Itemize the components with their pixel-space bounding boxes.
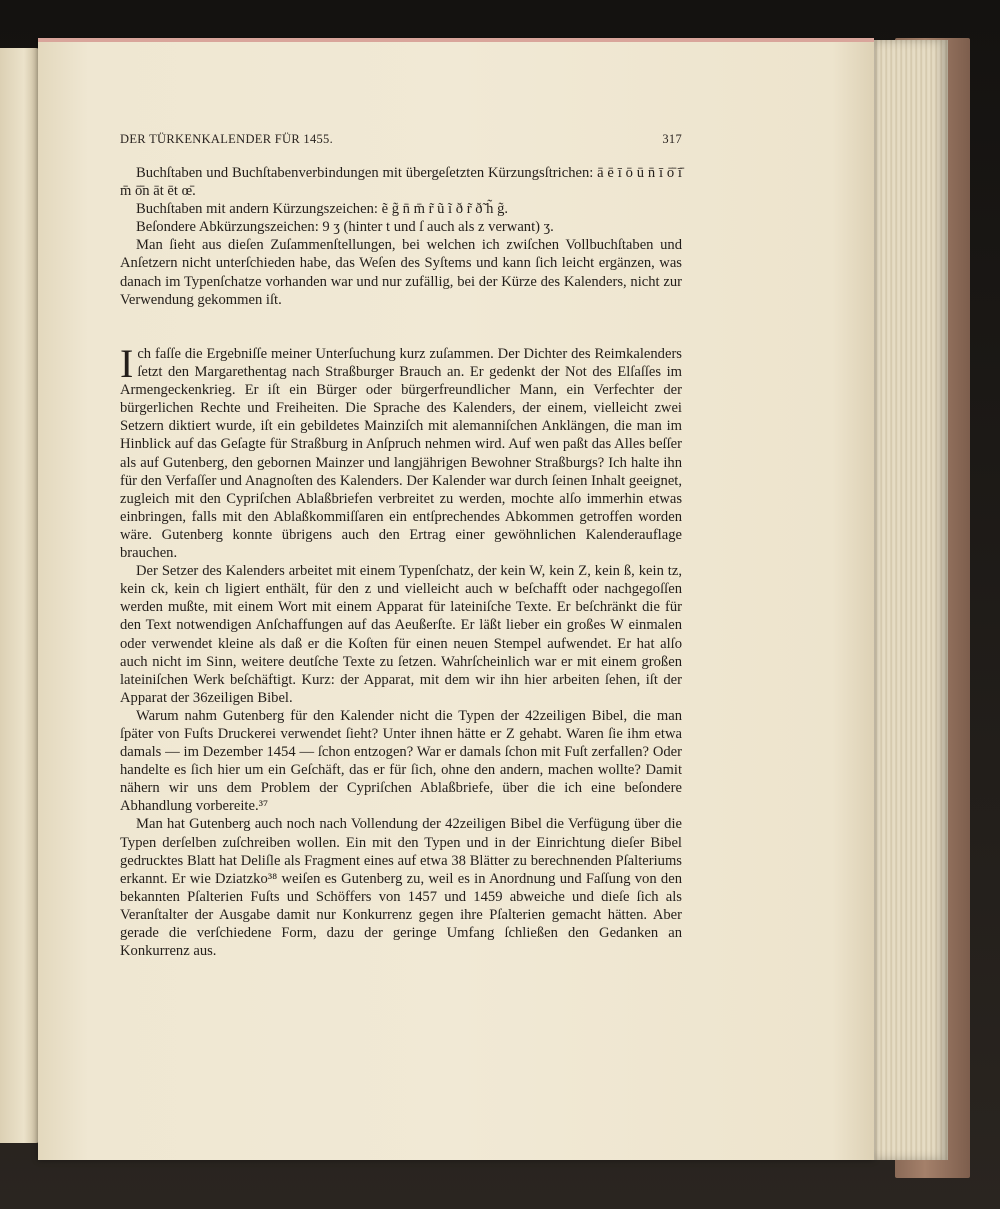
paragraph: Beſondere Abkürzungszeichen: 9 ʒ (hinter t und ſ auch als z verwant) ʒ. xyxy=(136,219,554,236)
page-stack-edges xyxy=(868,40,948,1160)
running-title: DER TÜRKENKALENDER FÜR 1455. xyxy=(120,132,334,146)
running-head xyxy=(120,132,682,150)
page-top-edge xyxy=(38,38,874,42)
paragraph: Buchſtaben mit andern Kürzungszeichen: ẽ g̃ n̄ m̄ r̃ ũ ĩ ð r̃ ð̃ h̃ g̃. xyxy=(136,201,509,218)
paragraph: Der Setzer des Kalenders arbeitet mit einem Typenſchatz, der kein W, kein Z, kein ß, kein tz, kein ck, kein ch ligiert enthält, für den z und vielleicht auch w beſchafft oder nachgegoſſen werden mußte, mit einem Wort mit einem Apparat für lateiniſche Texte. Er beſchränkt die für den Text notwendigen Anſchaffungen auf das Aeußerſte. Er läßt lieber ein großes W einmalen oder verwendet kleine als daß er die Koſten für einen neuen Stempel aufwendet. Er hat alſo auch nicht im Sinn, weitere deutſche Texte zu ſetzen. Wahrſcheinlich war er mit einem großen lateiniſchen Werk beſchäftigt. Kurz: der Apparat, mit dem wir ihn hier arbeiten ſehen, iſt der Apparat der 36zeiligen Bibel. xyxy=(120,563,682,706)
abbreviation-list xyxy=(120,164,682,309)
paragraph: Buchſtaben und Buchſtabenverbindungen mit übergeſetzten Kürzungsſtrichen: ā ē ī ō ū n̄ ī ō̄ ī̄ m̄ ō̄n āt ēt œ̄. xyxy=(120,165,682,200)
conclusion-section xyxy=(120,341,682,960)
page-number: 317 xyxy=(662,132,682,146)
left-page-edge xyxy=(0,48,40,1143)
paragraph: Man ſieht aus dieſen Zuſammenſtellungen, bei welchen ich zwiſchen Vollbuchſtaben und Anſetzern nicht unterſchieden habe, das Weſen des Syſtems und kann ſich leicht ergänzen, was danach im Typenſchatze vorhanden war und nur zufällig, bei der Kürze des Kalenders, nicht zur Verwendung gekommen iſt. xyxy=(120,237,682,308)
paragraph-text: ch faſſe die Ergebniſſe meiner Unterſuchung kurz zuſammen. Der Dichter des Reimkalenders ſetzt den Margarethentag nach Straßburger Brauch an. Er gedenkt der Not des Elſaſſes im Armengeckenkrieg. Er iſt ein Bürger oder bürgerfreundlicher Mann, ein Verfechter der bürgerlichen Rechte und Freiheiten. Die Sprache des Kalenders, der einem, vielleicht zwei Setzern diktiert wurde, iſt ein gebildetes Mainziſch mit alemanniſchen Anklängen, die man im Hinblick auf das Geſagte für Straßburg in Anſpruch nehmen wird. Auf wen paßt das Alles beſſer als auf Gutenberg, den gebornen Mainzer und langjährigen Bewohner Straßburgs? Ich halte ihn für den Verfaſſer und Anagnoſten des Kalenders. Der Kalender war durch ſeinen Inhalt geeignet, zugleich mit den Cypriſchen Ablaßbriefen verbreitet zu werden, mochte alſo immerhin etwas einbringen, falls mit den Ablaßkommiſſaren ein entſprechendes Abkommen getroffen worden wäre. Gutenberg konnte übrigens auch den Ertrag einer gewöhnlichen Kalenderauflage brauchen. xyxy=(120,346,682,562)
paragraph: Warum nahm Gutenberg für den Kalender nicht die Typen der 42zeiligen Bibel, die man ſpäter von Fuſts Druckerei verwendet ſieht? Unter ihnen hätte er Z gehabt. Waren ſie ihm etwa damals — im Dezember 1454 — ſchon entzogen? War er damals ſchon mit Fuſt zerfallen? Oder handelte es ſich hier um ein Geſchäft, das er für ſich, ohne den andern, machen wollte? Damit nähern wir uns dem Problem der Cypriſchen Ablaßbriefe, über die ich eine beſondere Abhandlung vorbereite.³⁷ xyxy=(120,707,682,815)
paragraph: Man hat Gutenberg auch noch nach Vollendung der 42zeiligen Bibel die Verfügung über die Typen derſelben zuſchreiben wollen. Ein mit den Typen und in der Einrichtung dieſer Bibel gedrucktes Blatt hat Deliſle als Fragment eines auf etwa 38 Blätter zu berechnenden Pſalteriums erkannt. Er wie Dziatzko³⁸ weiſen es Gutenberg zu, weil es in Anordnung und Faſſung von den bekannten Pſalterien Fuſts und Schöffers von 1457 und 1459 abweiche und dieſe ſich als Veranſtalter der Ausgabe damit nur Konkurrenz gegen ihre Pſalterien gemacht hätten. Aber gerade die verſchiedene Form, dazu der geringe Umfang ſchließen den Gedanken an Konkurrenz aus. xyxy=(120,816,682,960)
drop-cap: I xyxy=(120,341,134,386)
paragraph xyxy=(120,341,682,562)
